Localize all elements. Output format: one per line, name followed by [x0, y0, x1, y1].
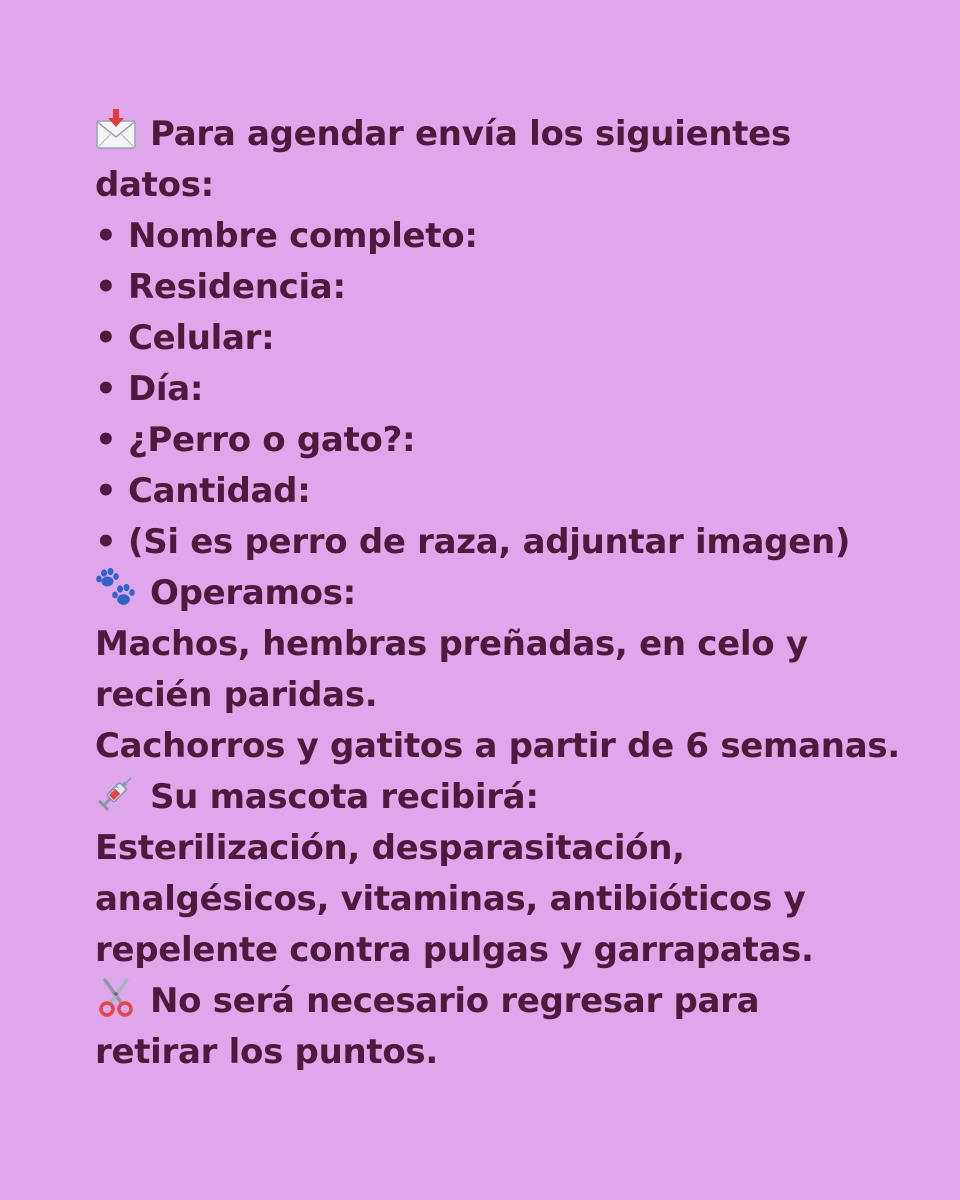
agendar-title-line-1 [95, 109, 915, 160]
operamos-title [95, 568, 915, 619]
scissors-icon [95, 976, 137, 1018]
puntos-title-line-2: retirar los puntos. [95, 1032, 438, 1072]
syringe-icon [95, 772, 137, 814]
recibira-title-text: Su mascota recibirá: [150, 777, 539, 817]
operamos-line-2: recién paridas. [95, 675, 378, 715]
agendar-title-line-2: datos: [95, 165, 214, 205]
agendar-item-celular: • Celular: [95, 318, 275, 358]
recibira-title [95, 772, 915, 823]
puntos-title-line-1 [95, 976, 915, 1027]
operamos-line-3: Cachorros y gatitos a partir de 6 semanas. [95, 726, 900, 766]
agendar-item-perro-gato: • ¿Perro o gato?: [95, 420, 416, 460]
recibira-line-3: repelente contra pulgas y garrapatas. [95, 930, 814, 970]
agendar-item-nombre: • Nombre completo: [95, 216, 478, 256]
agendar-title-text: Para agendar envía los siguientes [150, 114, 791, 154]
agendar-item-raza-imagen: • (Si es perro de raza, adjuntar imagen) [95, 522, 851, 562]
operamos-line-1: Machos, hembras preñadas, en celo y [95, 624, 808, 664]
puntos-title-text: No será necesario regresar para [150, 981, 760, 1021]
recibira-line-1: Esterilización, desparasitación, [95, 828, 685, 868]
operamos-title-text: Operamos: [150, 573, 356, 613]
info-text-block [95, 109, 915, 1078]
agendar-item-residencia: • Residencia: [95, 267, 346, 307]
agendar-item-dia: • Día: [95, 369, 204, 409]
recibira-line-2: analgésicos, vitaminas, antibióticos y [95, 879, 806, 919]
agendar-item-cantidad: • Cantidad: [95, 471, 311, 511]
envelope-incoming-icon [95, 109, 137, 151]
paw-prints-icon [95, 568, 137, 610]
